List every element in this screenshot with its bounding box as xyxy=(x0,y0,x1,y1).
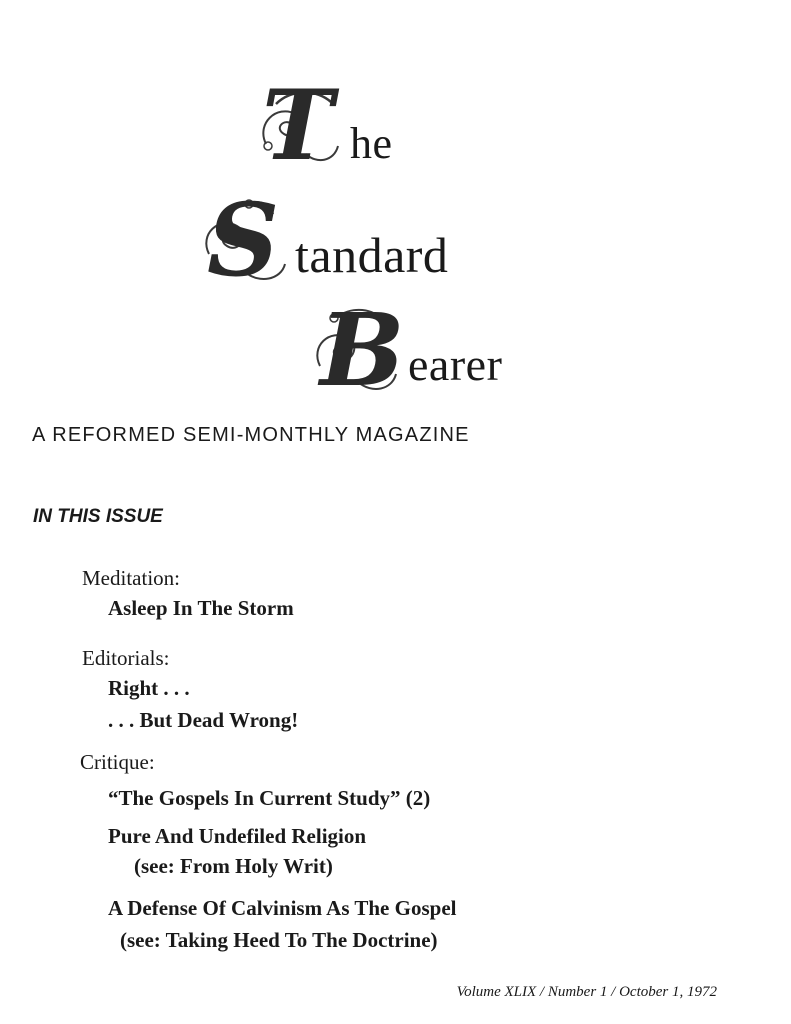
masthead-line-standard xyxy=(207,181,449,299)
article-asleep-in-the-storm: Asleep In The Storm xyxy=(108,596,294,620)
article-defense-of-calvinism: A Defense Of Calvinism As The Gospel xyxy=(108,896,457,920)
article-pure-and-undefiled-religion: Pure And Undefiled Religion xyxy=(108,824,367,848)
masthead-line-bearer xyxy=(320,291,503,409)
masthead-text-he: he xyxy=(350,119,393,168)
ornate-initial-s: S xyxy=(207,190,295,290)
section-critique: Critique: xyxy=(80,750,155,774)
section-meditation: Meditation: xyxy=(82,566,180,590)
magazine-subtitle: A REFORMED SEMI-MONTHLY MAGAZINE xyxy=(32,424,470,446)
masthead-text-earer: earer xyxy=(408,339,503,390)
article-but-dead-wrong: . . . But Dead Wrong! xyxy=(108,708,299,732)
ornate-initial-t: T xyxy=(262,78,350,174)
see-taking-heed-to-the-doctrine: (see: Taking Heed To The Doctrine) xyxy=(120,928,438,952)
ornate-initial-b: B xyxy=(320,300,408,400)
masthead-line-the xyxy=(262,69,393,182)
see-from-holy-writ: (see: From Holy Writ) xyxy=(134,854,333,878)
article-gospels-in-current-study: “The Gospels In Current Study” (2) xyxy=(108,786,431,810)
article-right: Right . . . xyxy=(108,676,190,700)
masthead-text-tandard: tandard xyxy=(295,227,449,283)
issue-info-footer: Volume XLIX / Number 1 / October 1, 1972 xyxy=(456,984,717,1000)
in-this-issue-heading: IN THIS ISSUE xyxy=(33,506,163,527)
section-editorials: Editorials: xyxy=(82,646,170,670)
